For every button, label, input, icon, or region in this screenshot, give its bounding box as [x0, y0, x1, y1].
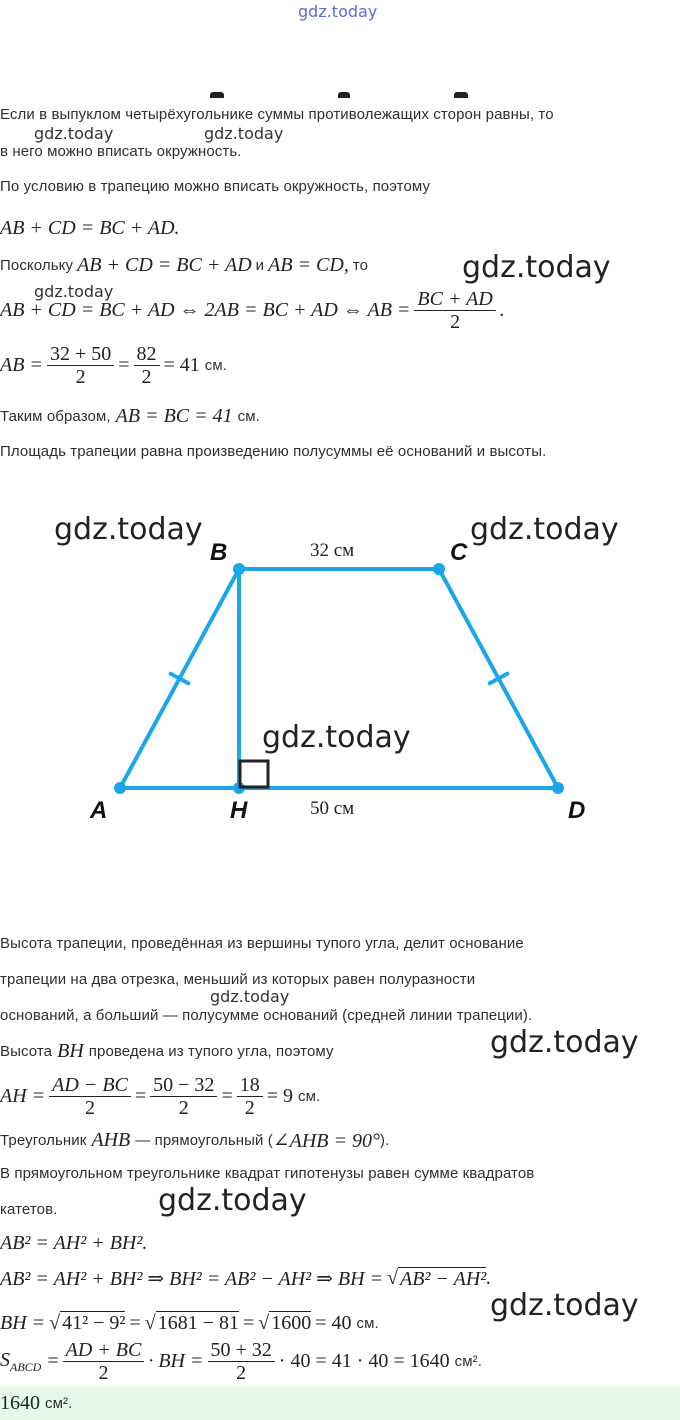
since-and: и [255, 257, 265, 274]
triangle-prefix: Треугольник [0, 1132, 87, 1149]
equation-ab-value [0, 344, 227, 387]
eq4-denominator-2: 2 [178, 1097, 189, 1119]
eq7-radicand-3: 1600 [271, 1312, 312, 1334]
eq2-fraction [414, 289, 495, 332]
eq4-result: = 9 [266, 1085, 293, 1107]
vertex-label-d: D [568, 797, 586, 824]
answer-value: 1640 [0, 1392, 40, 1414]
eq6-lhs: AB² = AH² + BH² ⇒ BH² = AB² − AH² ⇒ BH = [0, 1268, 384, 1290]
equation-sides-sum: AB + CD = BC + AD. [0, 217, 180, 239]
eq2-end: . [499, 299, 505, 321]
height-suffix: проведена из тупого угла, поэтому [88, 1043, 334, 1060]
thus-unit: см. [237, 408, 260, 425]
eq2-numerator: BC + AD [414, 289, 495, 311]
eq6-radicand: AB² − AH² [400, 1267, 487, 1290]
eq7-equals-1: = [129, 1311, 141, 1334]
triangle-var: AHB [91, 1129, 131, 1151]
bottom-base-length: 50 см [310, 798, 355, 819]
eq4-fraction-3 [237, 1075, 263, 1118]
eq6-radical-sign: √ [387, 1267, 399, 1289]
vertex-label-h: H [230, 797, 248, 824]
answer-bar [0, 1386, 680, 1420]
eq3-fraction-2 [134, 344, 160, 387]
answer [0, 1392, 72, 1415]
eq3-lhs: AB = [0, 354, 43, 376]
eq3-equals: = [118, 354, 130, 376]
watermark: gdz.today [462, 250, 611, 285]
eq3-denominator-1: 2 [75, 366, 86, 388]
eq4-denominator-3: 2 [244, 1097, 255, 1119]
right-angle-mark [240, 761, 268, 787]
paragraph-inscribed-circle: По условию в трапецию можно вписать окружность, поэтому [0, 178, 431, 195]
eq6-end: . [486, 1267, 492, 1289]
eq8-denominator-2: 2 [236, 1362, 247, 1384]
vertex-point-b [233, 563, 245, 575]
eq7-radicand-1: 41² − 9² [62, 1312, 126, 1334]
thus-eq: AB = BC = 41 [115, 405, 233, 427]
eq8-numerator-2: 50 + 32 [208, 1340, 275, 1362]
eq8-subscript: ABCD [10, 1359, 42, 1374]
eq4-equals-2: = [221, 1085, 233, 1107]
vertex-label-b: B [210, 539, 228, 566]
eq3-unit: см. [204, 357, 228, 374]
eq7-unit: см. [356, 1314, 379, 1332]
eq4-numerator-1: AD − BC [49, 1075, 131, 1097]
top-base-length: 32 см [310, 540, 355, 561]
eq3-numerator-1: 32 + 50 [47, 344, 114, 366]
paragraph-pythagoras-line1: В прямоугольном треугольнике квадрат гипотенузы равен сумме квадратов [0, 1165, 535, 1182]
eq4-fraction-1 [49, 1075, 131, 1118]
eq4-unit: см. [298, 1088, 321, 1105]
eq8-numerator-1: AD + BC [63, 1340, 145, 1362]
eq2-denominator: 2 [450, 311, 461, 333]
equation-ah [0, 1075, 320, 1118]
paragraph-convex-quadrilateral-line2: в него можно вписать окружность. [0, 143, 242, 160]
since-prefix: Поскольку [0, 257, 74, 274]
watermark: gdz.today [158, 1183, 307, 1218]
vertex-point-d [552, 782, 564, 794]
equation-bh-value [0, 1311, 379, 1335]
eq7-lhs: BH = [0, 1311, 46, 1334]
paragraph-area-rule: Площадь трапеции равна произведению полусуммы её оснований и высоты. [0, 443, 547, 460]
since-eq2: AB = CD, [268, 254, 349, 276]
eq3-numerator-2: 82 [134, 344, 160, 366]
watermark: gdz.today [262, 720, 411, 755]
paragraph-right-triangle [0, 1128, 389, 1153]
watermark: gdz.today [34, 282, 114, 301]
triangle-mid: — прямоугольный ( [135, 1132, 273, 1149]
vertex-point-a [114, 782, 126, 794]
watermark: gdz.today [34, 124, 114, 143]
eq4-lhs: AH = [0, 1085, 46, 1107]
paragraph-convex-quadrilateral-line1: Если в выпуклом четырёхугольнике суммы противолежащих сторон равны, то [0, 106, 554, 123]
eq7-radicand-2: 1681 − 81 [157, 1312, 239, 1334]
trapezoid-lines [114, 563, 564, 794]
paragraph-pythagoras-line2: катетов. [0, 1201, 58, 1218]
eq4-equals-1: = [134, 1085, 147, 1107]
equation-area [0, 1340, 482, 1383]
eq4-numerator-2: 50 − 32 [150, 1075, 217, 1097]
eq7-radical-3: √ [258, 1311, 270, 1334]
eq8-fraction-1 [63, 1340, 145, 1383]
watermark: gdz.today [210, 987, 290, 1006]
eq2-lhs: AB + CD = BC + AD ⇔ 2AB = BC + AD ⇔ AB = [0, 299, 411, 321]
paragraph-height-split-line2: трапеции на два отрезка, меньший из которых равен полуразности [0, 971, 476, 988]
vertex-label-c: C [450, 539, 468, 566]
watermark: gdz.today [470, 512, 619, 547]
equation-ab-derivation [0, 289, 505, 332]
eq7-equals-2: = [242, 1311, 255, 1334]
paragraph-height-split-line3: оснований, а больший — полусумме оснований (средней линии трапеции). [0, 1007, 533, 1024]
watermark: gdz.today [54, 512, 203, 547]
watermark-top: gdz.today [298, 2, 378, 21]
eq8-result: · 40 = 41 · 40 = 1640 [278, 1350, 450, 1372]
eq3-result: = 41 [163, 354, 200, 376]
thus-prefix: Таким образом, [0, 408, 111, 425]
eq8-middle: · BH = [148, 1350, 204, 1372]
watermark: gdz.today [490, 1025, 639, 1060]
vertex-point-c [433, 563, 445, 575]
since-eq1: AB + CD = BC + AD [77, 254, 252, 276]
eq4-denominator-1: 2 [85, 1097, 96, 1119]
eq3-fraction-1 [47, 344, 114, 387]
paragraph-thus [0, 405, 260, 428]
vertex-label-a: A [90, 797, 108, 824]
eq8-fraction-2 [208, 1340, 275, 1383]
paragraph-height-split-line1: Высота трапеции, проведённая из вершины тупого угла, делит основание [0, 935, 524, 952]
cropped-heading-marks [210, 92, 470, 98]
eq4-numerator-3: 18 [237, 1075, 263, 1097]
equation-bh-derivation [0, 1266, 491, 1291]
eq8-s: S [0, 1348, 10, 1371]
paragraph-height-bh [0, 1040, 334, 1063]
triangle-end: ). [380, 1132, 390, 1149]
eq8-lhs [0, 1349, 41, 1375]
height-var: BH [57, 1040, 84, 1062]
eq7-result: = 40 [315, 1311, 352, 1334]
equation-pythagoras: AB² = AH² + BH². [0, 1232, 148, 1254]
paragraph-since [0, 254, 368, 277]
eq8-denominator-1: 2 [98, 1362, 109, 1384]
eq8-equals: = [47, 1350, 59, 1372]
since-then: то [352, 257, 369, 274]
answer-unit: см². [45, 1395, 73, 1412]
watermark: gdz.today [204, 124, 284, 143]
height-prefix: Высота [0, 1043, 53, 1060]
eq4-fraction-2 [150, 1075, 217, 1118]
eq3-denominator-2: 2 [141, 366, 152, 388]
eq7-radical-1: √ [49, 1311, 61, 1334]
triangle-angle: ∠AHB = 90° [272, 1130, 381, 1152]
eq8-unit: см². [454, 1353, 483, 1370]
watermark: gdz.today [490, 1288, 639, 1323]
eq7-radical-2: √ [144, 1311, 156, 1334]
